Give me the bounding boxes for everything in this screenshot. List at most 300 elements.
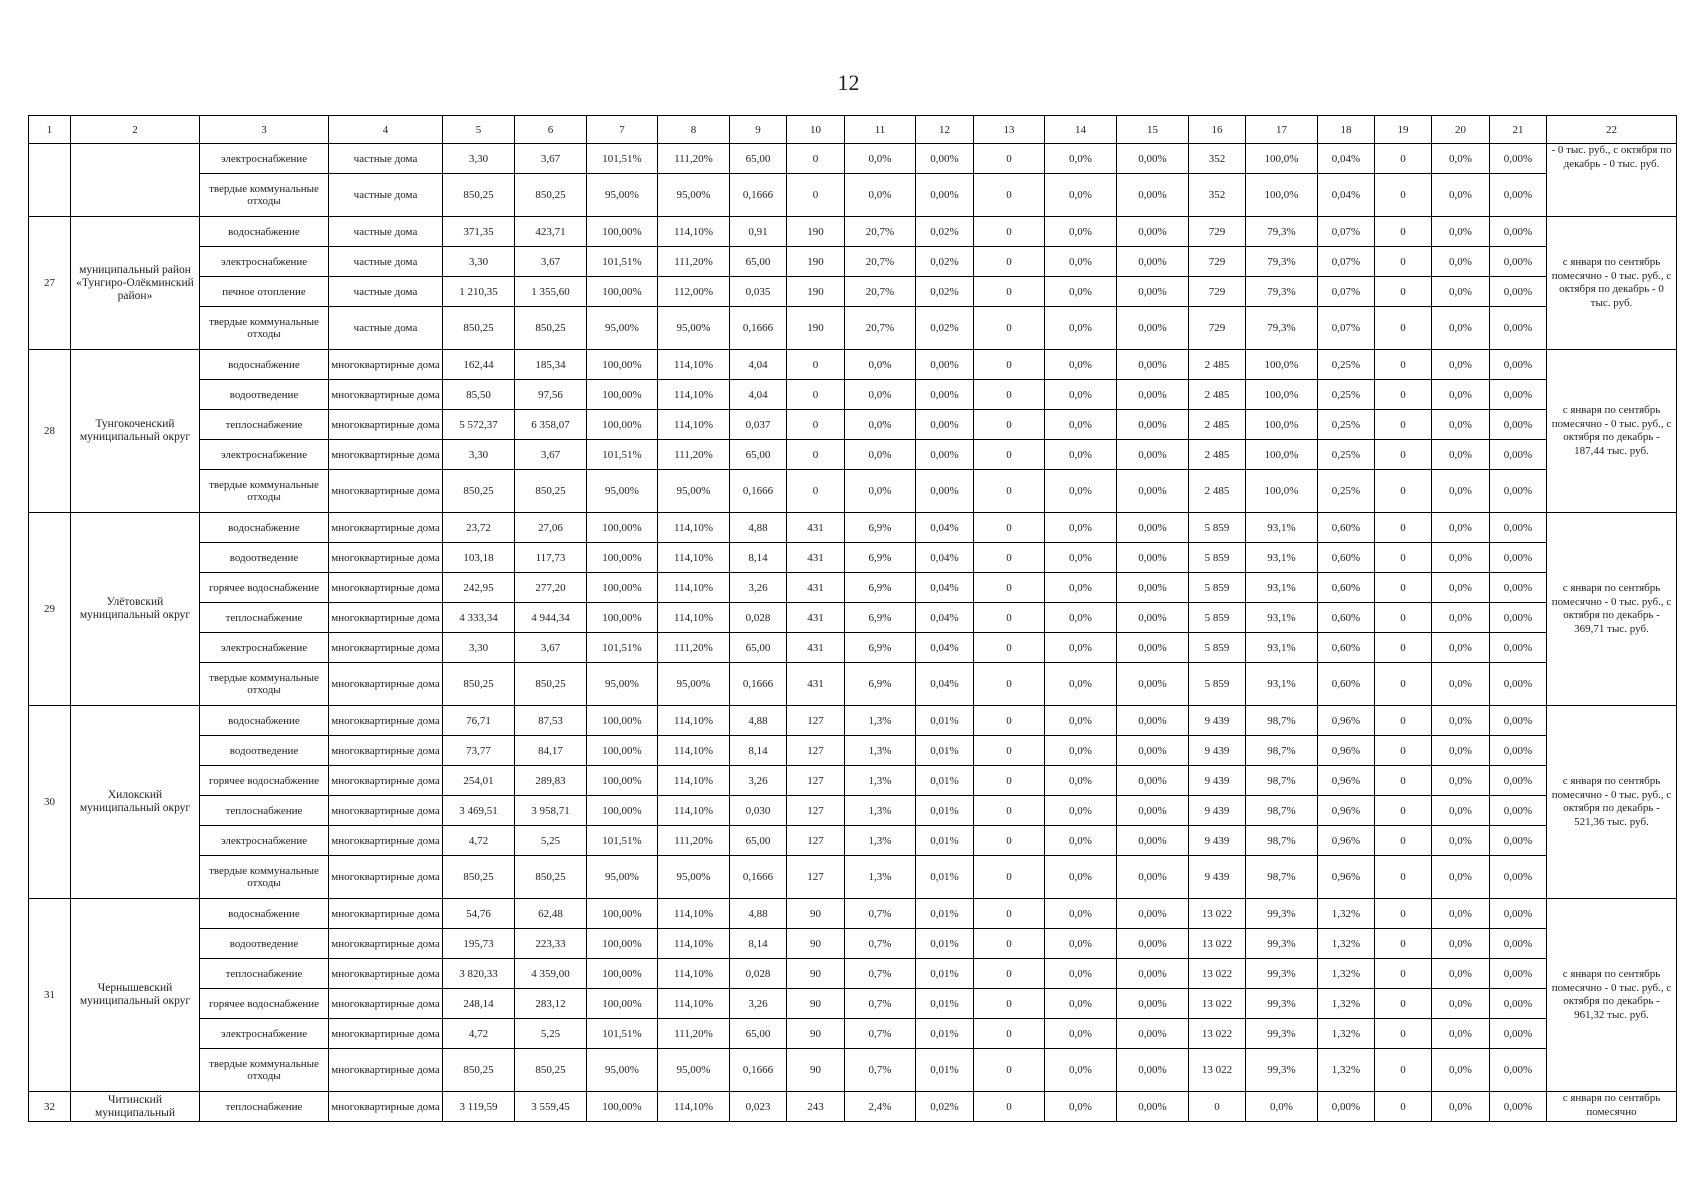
table-cell: 0,00% bbox=[916, 410, 974, 440]
housing-type: частные дома bbox=[329, 277, 443, 307]
table-cell: 0,0% bbox=[1432, 766, 1490, 796]
table-cell: 0 bbox=[1375, 1049, 1432, 1092]
table-cell: 0,0% bbox=[1045, 217, 1117, 247]
table-cell: 6,9% bbox=[845, 603, 916, 633]
table-cell: 0,0% bbox=[1432, 277, 1490, 307]
table-cell: 3 469,51 bbox=[443, 796, 515, 826]
table-cell: 0 bbox=[1375, 706, 1432, 736]
table-cell: 100,00% bbox=[587, 899, 658, 929]
table-row bbox=[29, 766, 1677, 796]
table-row bbox=[29, 380, 1677, 410]
table-cell: 114,10% bbox=[658, 217, 730, 247]
payment-note: с января по сентябрь помесячно - 0 тыс. руб., с октября по декабрь - 187,44 тыс. руб. bbox=[1547, 350, 1677, 513]
table-cell: 0 bbox=[974, 706, 1045, 736]
table-cell: 0,0% bbox=[1045, 440, 1117, 470]
table-cell: 0 bbox=[1375, 766, 1432, 796]
table-cell: 0 bbox=[1375, 543, 1432, 573]
table-cell: 6,9% bbox=[845, 633, 916, 663]
table-cell: 0 bbox=[1375, 796, 1432, 826]
table-cell: 0 bbox=[1375, 380, 1432, 410]
table-row bbox=[29, 633, 1677, 663]
table-cell: 0,0% bbox=[1432, 144, 1490, 174]
table-cell: 90 bbox=[787, 989, 845, 1019]
table-cell: 4,88 bbox=[730, 513, 787, 543]
column-header: 15 bbox=[1117, 116, 1189, 144]
table-row bbox=[29, 573, 1677, 603]
table-cell: 0,00% bbox=[1117, 144, 1189, 174]
service-name: горячее водоснабжение bbox=[200, 766, 329, 796]
table-cell: 0,028 bbox=[730, 603, 787, 633]
table-cell: 0,00% bbox=[1490, 440, 1547, 470]
table-cell: 93,1% bbox=[1246, 663, 1318, 706]
table-cell: 111,20% bbox=[658, 1019, 730, 1049]
table-cell: 0,00% bbox=[1490, 826, 1547, 856]
column-header: 4 bbox=[329, 116, 443, 144]
table-cell: 0 bbox=[1375, 929, 1432, 959]
table-cell: 13 022 bbox=[1189, 899, 1246, 929]
table-cell: 0 bbox=[974, 633, 1045, 663]
table-cell: 100,00% bbox=[587, 380, 658, 410]
table-cell: 2 485 bbox=[1189, 410, 1246, 440]
table-cell: 0,00% bbox=[1490, 513, 1547, 543]
housing-type: многоквартирные дома bbox=[329, 350, 443, 380]
table-cell: 0,00% bbox=[1117, 766, 1189, 796]
table-cell: 0,00% bbox=[916, 144, 974, 174]
table-cell: 0,1666 bbox=[730, 174, 787, 217]
table-cell: 277,20 bbox=[515, 573, 587, 603]
table-cell: 0 bbox=[974, 174, 1045, 217]
table-cell: 79,3% bbox=[1246, 277, 1318, 307]
table-cell: 6,9% bbox=[845, 543, 916, 573]
service-name: твердые коммунальные отходы bbox=[200, 470, 329, 513]
table-cell: 431 bbox=[787, 633, 845, 663]
table-cell: 0 bbox=[1375, 217, 1432, 247]
table-cell: 0,60% bbox=[1318, 513, 1375, 543]
table-cell: 20,7% bbox=[845, 217, 916, 247]
column-header: 3 bbox=[200, 116, 329, 144]
housing-type: многоквартирные дома bbox=[329, 470, 443, 513]
table-cell: 101,51% bbox=[587, 440, 658, 470]
table-cell: 95,00% bbox=[658, 174, 730, 217]
table-row bbox=[29, 736, 1677, 766]
table-cell: 0,023 bbox=[730, 1092, 787, 1122]
table-cell: 0 bbox=[974, 856, 1045, 899]
table-cell: 9 439 bbox=[1189, 706, 1246, 736]
table-cell: 0,0% bbox=[1045, 1092, 1117, 1122]
table-cell: 0,00% bbox=[1117, 706, 1189, 736]
table-cell: 0 bbox=[974, 736, 1045, 766]
service-name: электроснабжение bbox=[200, 633, 329, 663]
table-cell: 0 bbox=[974, 277, 1045, 307]
table-cell: 1,3% bbox=[845, 856, 916, 899]
table-cell: 0,0% bbox=[845, 410, 916, 440]
table-cell: 100,00% bbox=[587, 1092, 658, 1122]
table-cell: 0,0% bbox=[1045, 796, 1117, 826]
table-cell: 0,0% bbox=[1045, 706, 1117, 736]
table-cell: 0 bbox=[1189, 1092, 1246, 1122]
service-name: водоотведение bbox=[200, 736, 329, 766]
service-name: водоснабжение bbox=[200, 706, 329, 736]
table-cell: 1,32% bbox=[1318, 929, 1375, 959]
table-cell: 0,037 bbox=[730, 410, 787, 440]
table-cell: 0 bbox=[974, 929, 1045, 959]
table-cell: 0,7% bbox=[845, 959, 916, 989]
service-name: электроснабжение bbox=[200, 440, 329, 470]
table-cell: 100,0% bbox=[1246, 380, 1318, 410]
table-cell: 0,60% bbox=[1318, 663, 1375, 706]
table-cell: 0,0% bbox=[845, 350, 916, 380]
table-cell: 76,71 bbox=[443, 706, 515, 736]
table-cell: 93,1% bbox=[1246, 573, 1318, 603]
table-cell: 0,00% bbox=[1117, 899, 1189, 929]
service-name: горячее водоснабжение bbox=[200, 989, 329, 1019]
service-name: теплоснабжение bbox=[200, 1092, 329, 1122]
table-cell: 100,0% bbox=[1246, 440, 1318, 470]
table-cell: 5 572,37 bbox=[443, 410, 515, 440]
table-cell: 0,00% bbox=[1490, 277, 1547, 307]
table-cell: 0,0% bbox=[1432, 959, 1490, 989]
table-cell: 0 bbox=[1375, 470, 1432, 513]
table-cell: 431 bbox=[787, 513, 845, 543]
table-cell: 0,00% bbox=[1490, 247, 1547, 277]
table-cell: 1,32% bbox=[1318, 1049, 1375, 1092]
table-cell: 65,00 bbox=[730, 1019, 787, 1049]
row-number: 27 bbox=[29, 217, 71, 350]
table-cell: 0,00% bbox=[1490, 856, 1547, 899]
housing-type: многоквартирные дома bbox=[329, 856, 443, 899]
column-header: 16 bbox=[1189, 116, 1246, 144]
table-cell: 0,96% bbox=[1318, 736, 1375, 766]
table-cell: 0,0% bbox=[1045, 410, 1117, 440]
table-cell: 0,0% bbox=[1045, 247, 1117, 277]
table-cell: 850,25 bbox=[515, 856, 587, 899]
table-row bbox=[29, 826, 1677, 856]
table-cell: 0,0% bbox=[1045, 307, 1117, 350]
table-cell: 0,04% bbox=[916, 543, 974, 573]
table-cell: 5,25 bbox=[515, 826, 587, 856]
table-cell: 0,0% bbox=[1432, 247, 1490, 277]
table-cell: 0 bbox=[974, 826, 1045, 856]
table-cell: 0,04% bbox=[916, 603, 974, 633]
table-cell: 190 bbox=[787, 307, 845, 350]
table-cell: 850,25 bbox=[515, 174, 587, 217]
table-cell: 100,00% bbox=[587, 766, 658, 796]
housing-type: многоквартирные дома bbox=[329, 796, 443, 826]
table-cell: 0,02% bbox=[916, 217, 974, 247]
table-cell: 0,0% bbox=[1045, 603, 1117, 633]
service-name: теплоснабжение bbox=[200, 603, 329, 633]
table-cell: 8,14 bbox=[730, 736, 787, 766]
table-cell: 0,0% bbox=[1432, 663, 1490, 706]
table-row bbox=[29, 174, 1677, 217]
table-cell: 0,00% bbox=[1117, 1049, 1189, 1092]
table-cell: 114,10% bbox=[658, 603, 730, 633]
table-cell: 0 bbox=[1375, 307, 1432, 350]
table-cell: 0,035 bbox=[730, 277, 787, 307]
service-name: твердые коммунальные отходы bbox=[200, 856, 329, 899]
service-name: электроснабжение bbox=[200, 826, 329, 856]
table-cell: 0,0% bbox=[1432, 350, 1490, 380]
table-cell: 0,96% bbox=[1318, 856, 1375, 899]
table-cell: 0,0% bbox=[1432, 410, 1490, 440]
table-cell: 431 bbox=[787, 663, 845, 706]
table-cell: 90 bbox=[787, 1049, 845, 1092]
table-cell: 0 bbox=[974, 543, 1045, 573]
table-cell: 114,10% bbox=[658, 899, 730, 929]
table-cell: 95,00% bbox=[658, 1049, 730, 1092]
table-cell: 9 439 bbox=[1189, 856, 1246, 899]
column-header: 22 bbox=[1547, 116, 1677, 144]
table-cell: 114,10% bbox=[658, 706, 730, 736]
table-cell: 0,0% bbox=[1432, 899, 1490, 929]
table-cell: 1 355,60 bbox=[515, 277, 587, 307]
table-cell: 4 944,34 bbox=[515, 603, 587, 633]
municipality-name: Читинский муниципальный bbox=[71, 1092, 200, 1122]
table-cell: 1,3% bbox=[845, 706, 916, 736]
table-cell: 431 bbox=[787, 573, 845, 603]
housing-type: частные дома bbox=[329, 144, 443, 174]
table-cell: 100,00% bbox=[587, 410, 658, 440]
table-cell: 0,00% bbox=[1117, 350, 1189, 380]
table-cell: 0,0% bbox=[1432, 1092, 1490, 1122]
municipality-name: Улётовский муниципальный округ bbox=[71, 513, 200, 706]
table-cell: 1,3% bbox=[845, 826, 916, 856]
table-cell: 0,00% bbox=[1490, 350, 1547, 380]
table-cell: 0,00% bbox=[1117, 573, 1189, 603]
table-cell: 1,3% bbox=[845, 766, 916, 796]
table-cell: 13 022 bbox=[1189, 1019, 1246, 1049]
table-cell: 0,0% bbox=[1045, 1049, 1117, 1092]
table-cell: 85,50 bbox=[443, 380, 515, 410]
table-row bbox=[29, 277, 1677, 307]
housing-type: многоквартирные дома bbox=[329, 380, 443, 410]
table-row bbox=[29, 144, 1677, 174]
housing-type: многоквартирные дома bbox=[329, 663, 443, 706]
payment-note: с января по сентябрь помесячно bbox=[1547, 1092, 1677, 1122]
table-row bbox=[29, 959, 1677, 989]
table-cell: 0,0% bbox=[1432, 796, 1490, 826]
table-cell: 5 859 bbox=[1189, 603, 1246, 633]
housing-type: многоквартирные дома bbox=[329, 513, 443, 543]
table-cell: 100,00% bbox=[587, 959, 658, 989]
table-cell: 0,02% bbox=[916, 1092, 974, 1122]
table-row bbox=[29, 796, 1677, 826]
table-cell: 0,1666 bbox=[730, 1049, 787, 1092]
table-cell: 0 bbox=[974, 470, 1045, 513]
table-cell: 0,028 bbox=[730, 959, 787, 989]
housing-type: частные дома bbox=[329, 217, 443, 247]
table-cell: 0,00% bbox=[1117, 307, 1189, 350]
table-cell: 0,00% bbox=[916, 440, 974, 470]
table-row bbox=[29, 856, 1677, 899]
table-row bbox=[29, 217, 1677, 247]
table-cell: 0,0% bbox=[1045, 989, 1117, 1019]
table-cell: 0,01% bbox=[916, 766, 974, 796]
table-cell: 114,10% bbox=[658, 989, 730, 1019]
table-cell: 729 bbox=[1189, 277, 1246, 307]
table-row bbox=[29, 247, 1677, 277]
table-cell: 3,67 bbox=[515, 440, 587, 470]
housing-type: многоквартирные дома bbox=[329, 766, 443, 796]
table-row bbox=[29, 989, 1677, 1019]
table-cell: 4,72 bbox=[443, 826, 515, 856]
table-cell: 190 bbox=[787, 217, 845, 247]
table-cell: 185,34 bbox=[515, 350, 587, 380]
service-name: теплоснабжение bbox=[200, 959, 329, 989]
service-name: теплоснабжение bbox=[200, 410, 329, 440]
table-cell: 431 bbox=[787, 543, 845, 573]
table-cell: 729 bbox=[1189, 247, 1246, 277]
table-cell: 0,04% bbox=[916, 513, 974, 543]
table-row bbox=[29, 1049, 1677, 1092]
table-cell: 0,00% bbox=[1117, 247, 1189, 277]
table-cell: 0,0% bbox=[1432, 440, 1490, 470]
table-row bbox=[29, 899, 1677, 929]
housing-type: частные дома bbox=[329, 307, 443, 350]
table-cell: 0,04% bbox=[1318, 174, 1375, 217]
table-cell: 0,00% bbox=[1490, 573, 1547, 603]
municipality-name: Тунгокоченский муниципальный округ bbox=[71, 350, 200, 513]
table-cell: 114,10% bbox=[658, 959, 730, 989]
table-cell: 100,00% bbox=[587, 929, 658, 959]
table-cell: 5 859 bbox=[1189, 513, 1246, 543]
table-cell: 0,0% bbox=[1045, 543, 1117, 573]
table-cell: 20,7% bbox=[845, 307, 916, 350]
table-cell: 254,01 bbox=[443, 766, 515, 796]
table-cell: 100,00% bbox=[587, 736, 658, 766]
table-cell: 0 bbox=[1375, 513, 1432, 543]
table-cell: 127 bbox=[787, 796, 845, 826]
table-cell: 0 bbox=[974, 959, 1045, 989]
table-cell: 0,04% bbox=[916, 663, 974, 706]
table-cell: 0,25% bbox=[1318, 440, 1375, 470]
table-cell: 0 bbox=[1375, 350, 1432, 380]
table-cell: 0 bbox=[787, 174, 845, 217]
table-cell: 9 439 bbox=[1189, 796, 1246, 826]
table-cell: 90 bbox=[787, 899, 845, 929]
table-cell: 0,7% bbox=[845, 1049, 916, 1092]
column-header: 13 bbox=[974, 116, 1045, 144]
table-cell: 0,1666 bbox=[730, 663, 787, 706]
column-header: 2 bbox=[71, 116, 200, 144]
table-cell: 0 bbox=[974, 603, 1045, 633]
table-row bbox=[29, 440, 1677, 470]
table-cell: 0,96% bbox=[1318, 796, 1375, 826]
table-cell: 127 bbox=[787, 736, 845, 766]
table-cell: 0,00% bbox=[1117, 217, 1189, 247]
table-cell: 0,0% bbox=[1045, 1019, 1117, 1049]
table-cell: 0 bbox=[1375, 826, 1432, 856]
table-cell: 114,10% bbox=[658, 543, 730, 573]
table-cell: 101,51% bbox=[587, 1019, 658, 1049]
table-cell: 13 022 bbox=[1189, 929, 1246, 959]
table-cell: 289,83 bbox=[515, 766, 587, 796]
table-cell: 423,71 bbox=[515, 217, 587, 247]
row-number: 32 bbox=[29, 1092, 71, 1122]
service-name: водоотведение bbox=[200, 929, 329, 959]
table-cell: 90 bbox=[787, 1019, 845, 1049]
row-number: 31 bbox=[29, 899, 71, 1092]
table-cell: 95,00% bbox=[587, 1049, 658, 1092]
table-cell: 0 bbox=[1375, 410, 1432, 440]
housing-type: многоквартирные дома bbox=[329, 929, 443, 959]
table-cell: 0,96% bbox=[1318, 706, 1375, 736]
column-header: 8 bbox=[658, 116, 730, 144]
table-cell: 101,51% bbox=[587, 633, 658, 663]
table-cell: 114,10% bbox=[658, 736, 730, 766]
table-cell: 2 485 bbox=[1189, 380, 1246, 410]
service-name: твердые коммунальные отходы bbox=[200, 1049, 329, 1092]
table-cell: 8,14 bbox=[730, 929, 787, 959]
table-cell: 3,30 bbox=[443, 144, 515, 174]
table-cell: 0,00% bbox=[1117, 513, 1189, 543]
table-cell: 4,04 bbox=[730, 380, 787, 410]
row-number: 28 bbox=[29, 350, 71, 513]
table-cell: 0,07% bbox=[1318, 277, 1375, 307]
table-cell: 100,00% bbox=[587, 989, 658, 1019]
table-cell: 0,60% bbox=[1318, 603, 1375, 633]
table-cell: 0,0% bbox=[1432, 573, 1490, 603]
table-cell: 0,96% bbox=[1318, 766, 1375, 796]
housing-type: многоквартирные дома bbox=[329, 543, 443, 573]
column-header: 12 bbox=[916, 116, 974, 144]
table-cell: 2 485 bbox=[1189, 440, 1246, 470]
payment-note: с января по сентябрь помесячно - 0 тыс. руб., с октября по декабрь - 369,71 тыс. руб. bbox=[1547, 513, 1677, 706]
table-cell: 0,00% bbox=[1490, 217, 1547, 247]
payment-note: - 0 тыс. руб., с октября по декабрь - 0 тыс. руб. bbox=[1547, 144, 1677, 217]
table-cell: 93,1% bbox=[1246, 513, 1318, 543]
service-name: горячее водоснабжение bbox=[200, 573, 329, 603]
table-cell: 95,00% bbox=[658, 307, 730, 350]
table-cell: 0,0% bbox=[1045, 513, 1117, 543]
housing-type: частные дома bbox=[329, 174, 443, 217]
table-cell: 9 439 bbox=[1189, 826, 1246, 856]
table-cell: 101,51% bbox=[587, 144, 658, 174]
table-cell: 0 bbox=[1375, 573, 1432, 603]
service-name: водоснабжение bbox=[200, 513, 329, 543]
table-cell: 111,20% bbox=[658, 247, 730, 277]
table-cell: 0,0% bbox=[1432, 1019, 1490, 1049]
table-cell: 65,00 bbox=[730, 826, 787, 856]
table-cell: 0,00% bbox=[1490, 899, 1547, 929]
table-cell: 13 022 bbox=[1189, 959, 1246, 989]
table-cell: 0 bbox=[1375, 989, 1432, 1019]
table-cell: 0,0% bbox=[1432, 736, 1490, 766]
table-cell: 0 bbox=[974, 380, 1045, 410]
table-cell: 0,00% bbox=[1490, 144, 1547, 174]
table-cell: 0,7% bbox=[845, 989, 916, 1019]
table-cell: 0,0% bbox=[1432, 603, 1490, 633]
table-cell: 6,9% bbox=[845, 513, 916, 543]
table-cell: 0,00% bbox=[1490, 959, 1547, 989]
table-cell: 0 bbox=[974, 307, 1045, 350]
table-cell: 114,10% bbox=[658, 1092, 730, 1122]
municipality-name: муниципальный район «Тунгиро-Олёкминский район» bbox=[71, 217, 200, 350]
table-cell: 100,00% bbox=[587, 706, 658, 736]
table-cell: 0,01% bbox=[916, 826, 974, 856]
table-cell: 95,00% bbox=[658, 470, 730, 513]
municipality-name: Чернышевский муниципальный округ bbox=[71, 899, 200, 1092]
table-cell: 0,0% bbox=[1432, 513, 1490, 543]
table-cell: 8,14 bbox=[730, 543, 787, 573]
table-row bbox=[29, 1092, 1677, 1122]
table-cell: 0,030 bbox=[730, 796, 787, 826]
table-cell: 114,10% bbox=[658, 766, 730, 796]
table-cell: 0,0% bbox=[1432, 856, 1490, 899]
table-cell: 13 022 bbox=[1189, 989, 1246, 1019]
table-cell: 0,00% bbox=[916, 470, 974, 513]
table-cell: 0,01% bbox=[916, 929, 974, 959]
